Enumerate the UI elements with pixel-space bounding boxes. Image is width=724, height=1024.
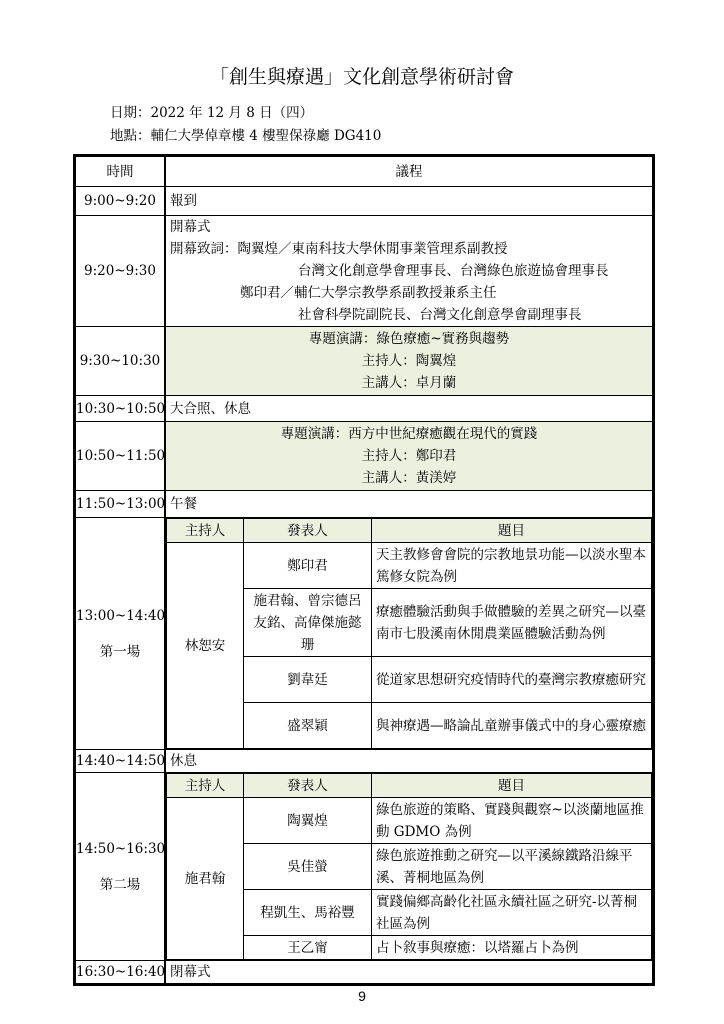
page-number: 9 [358, 988, 366, 1004]
paper-presenter: 吳佳螢 [244, 844, 372, 890]
header-time: 時間 [75, 156, 166, 187]
paper-row [167, 798, 652, 844]
row-time: 9:00~9:20 [75, 187, 166, 216]
keynote-cell [165, 422, 654, 491]
session-host: 林恕安 [167, 543, 244, 749]
col-topic: 題目 [372, 774, 652, 798]
date-line: 日期：2022 年 12 月 8 日（四） [110, 105, 314, 121]
row-text: 休息 [165, 750, 654, 773]
session-table [166, 773, 652, 960]
session-host: 施君翰 [167, 798, 244, 960]
paper-presenter: 王乙甯 [244, 936, 372, 960]
row-time: 9:20~9:30 [75, 216, 166, 327]
paper-topic: 天主教修會會院的宗教地景功能—以淡水聖本篤修女院為例 [372, 543, 652, 589]
keynote-speaker: 主講人：黃渼婷 [361, 470, 457, 486]
keynote-speaker: 主講人：卓月蘭 [361, 375, 457, 391]
col-host: 主持人 [167, 774, 244, 798]
venue-line: 地點：輔仁大學倬章樓 4 樓聖保祿廳 DG410 [110, 128, 382, 144]
paper-presenter: 劉韋廷 [244, 657, 372, 703]
table-row [75, 422, 654, 491]
session-label: 第一場 [99, 643, 141, 660]
keynote-topic: 專題演講：西方中世紀療癒觀在現代的實踐 [280, 426, 538, 442]
opening-line: 開幕致詞：陶翼煌／東南科技大學休閒事業管理系副教授 [170, 241, 508, 257]
paper-topic: 綠色旅遊的策略、實踐與觀察~以淡蘭地區推動 GDMO 為例 [372, 798, 652, 844]
row-time: 14:40~14:50 [75, 750, 166, 773]
keynote-topic: 專題演講：綠色療癒~實務與趨勢 [308, 331, 510, 347]
session-time-cell [75, 773, 166, 961]
session-label: 第二場 [99, 876, 141, 893]
paper-presenter: 盛翠穎 [244, 703, 372, 749]
paper-topic: 實踐偏鄉高齡化社區永續社區之研究-以菁桐社區為例 [372, 890, 652, 936]
table-row [75, 773, 654, 961]
paper-row [167, 543, 652, 589]
col-presenter: 發表人 [244, 774, 372, 798]
row-time: 10:30~10:50 [75, 396, 166, 422]
session-cell [165, 773, 654, 961]
session-cell [165, 518, 654, 750]
paper-topic: 從道家思想研究疫情時代的臺灣宗教療癒研究 [372, 657, 652, 703]
keynote-host: 主持人：陶翼煌 [361, 353, 457, 369]
row-text: 報到 [165, 187, 654, 216]
table-row [75, 396, 654, 422]
opening-heading: 開幕式 [170, 219, 211, 235]
table-row [75, 327, 654, 396]
table-row [75, 518, 654, 750]
opening-line: 鄭印君／輔仁大學宗教學系副教授兼系主任 [240, 285, 497, 301]
row-time: 9:30~10:30 [75, 327, 166, 396]
row-time: 10:50~11:50 [75, 422, 166, 491]
paper-topic: 綠色旅遊推動之研究—以平溪線鐵路沿線平溪、菁桐地區為例 [372, 844, 652, 890]
schedule-table [73, 154, 655, 986]
table-row [75, 216, 654, 327]
opening-line: 台灣文化創意學會理事長、台灣綠色旅遊協會理事長 [298, 263, 609, 279]
row-time: 11:50~13:00 [75, 491, 166, 518]
session-table [166, 518, 652, 749]
col-host: 主持人 [167, 519, 244, 543]
paper-presenter: 陶翼煌 [244, 798, 372, 844]
col-presenter: 發表人 [244, 519, 372, 543]
paper-presenter: 鄭印君 [244, 543, 372, 589]
paper-topic: 療癒體驗活動與手做體驗的差異之研究—以臺南市七股溪南休閒農業區體驗活動為例 [372, 589, 652, 657]
paper-topic: 占卜敘事與療癒：以塔羅占卜為例 [372, 936, 652, 960]
paper-presenter: 程凱生、馬裕豐 [244, 890, 372, 936]
keynote-host: 主持人：鄭印君 [361, 448, 457, 464]
col-topic: 題目 [372, 519, 652, 543]
table-row [75, 961, 654, 985]
table-row [75, 491, 654, 518]
row-text: 大合照、休息 [165, 396, 654, 422]
header-agenda: 議程 [165, 156, 654, 187]
session-header-row [167, 519, 652, 543]
keynote-cell [165, 327, 654, 396]
table-header-row [75, 156, 654, 187]
session-header-row [167, 774, 652, 798]
paper-presenter: 施君翰、曾宗德呂友銘、高偉傑施懿珊 [244, 589, 372, 657]
page-title: 「創生與療遇」文化創意學術研討會 [209, 66, 514, 88]
table-row [75, 750, 654, 773]
opening-line: 社會科學院副院長、台灣文化創意學會副理事長 [298, 307, 582, 323]
session-time-cell [75, 518, 166, 750]
paper-topic: 與神療遇—略論乩童辦事儀式中的身心靈療癒 [372, 703, 652, 749]
session-time: 13:00~14:40 [76, 607, 166, 624]
table-row [75, 187, 654, 216]
row-text: 午餐 [165, 491, 654, 518]
session-time: 14:50~16:30 [76, 840, 166, 857]
opening-cell [165, 216, 654, 327]
row-time: 16:30~16:40 [75, 961, 166, 985]
row-text: 閉幕式 [165, 961, 654, 985]
